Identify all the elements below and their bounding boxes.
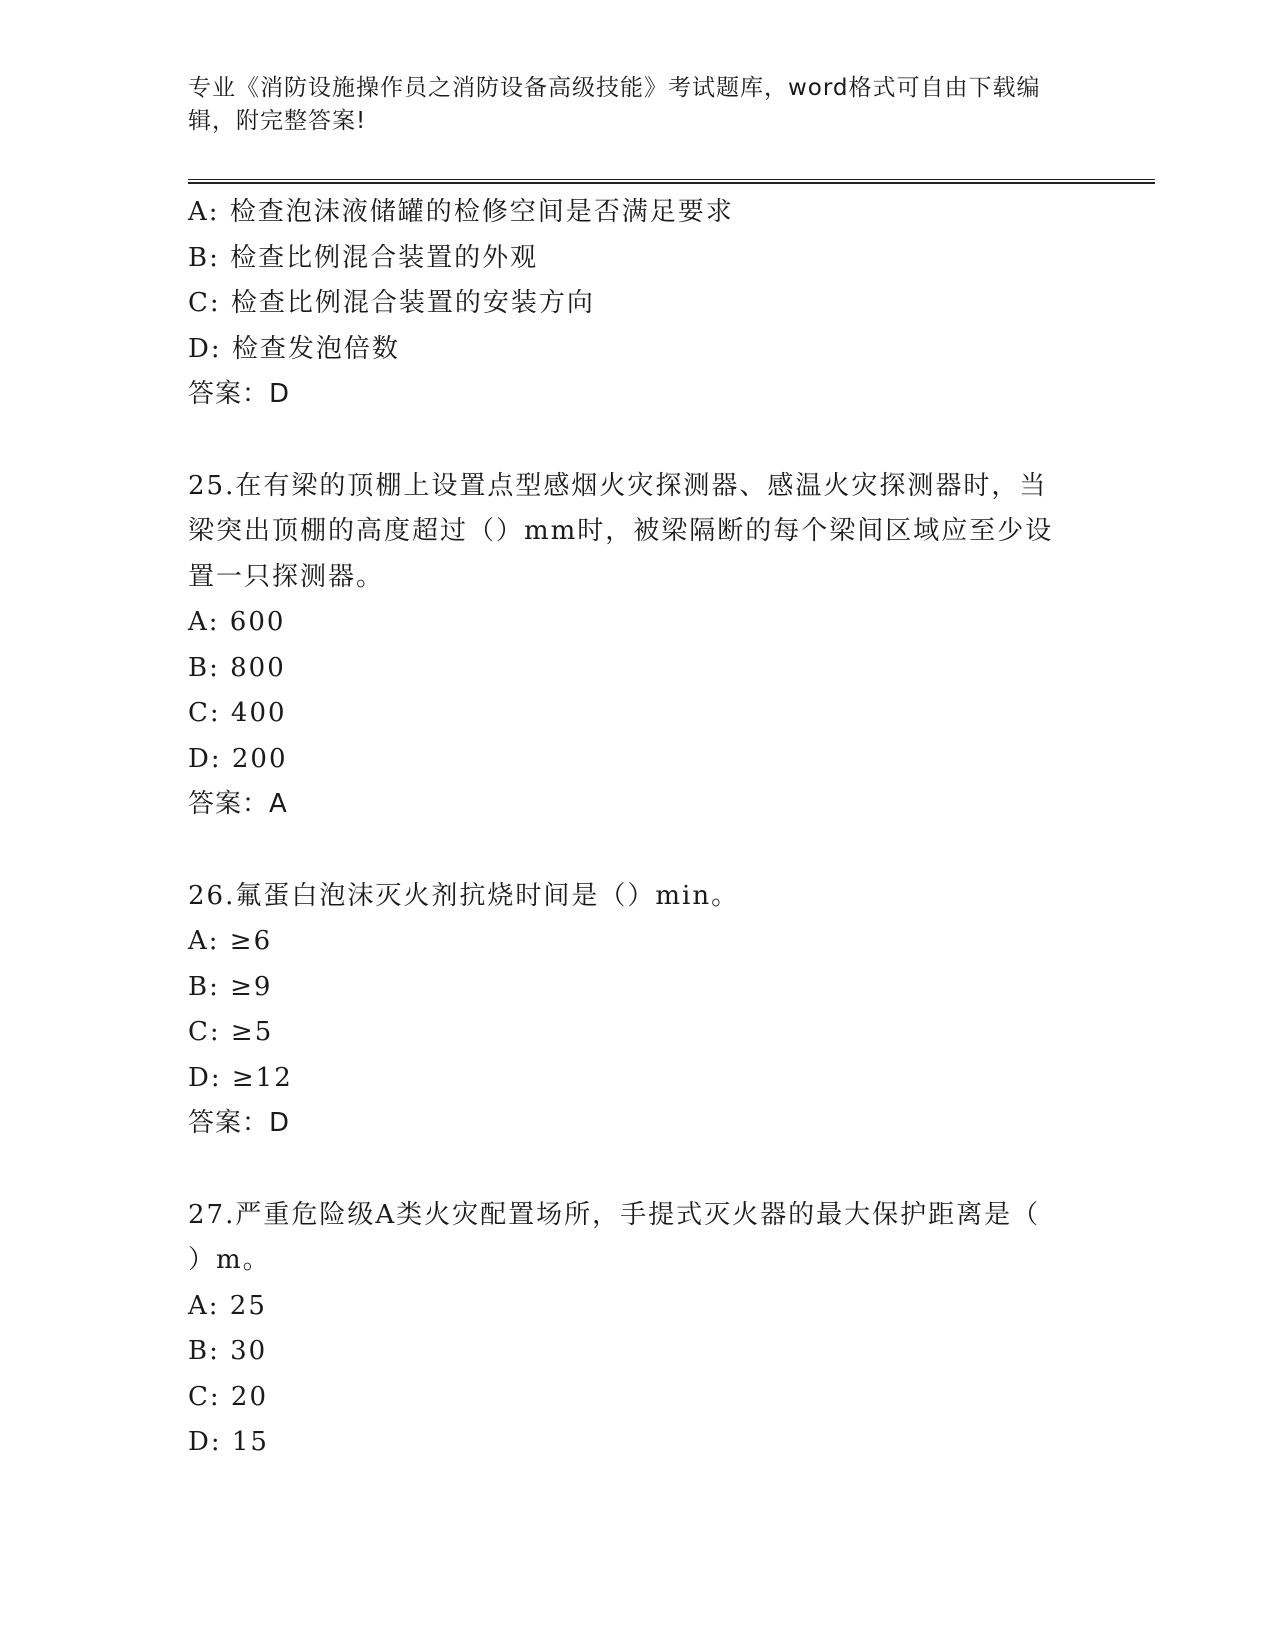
option-d: D: 15	[188, 1427, 269, 1457]
option-b: B: ≥9	[188, 971, 273, 1002]
option-a: A: 25	[188, 1290, 267, 1321]
header-divider-thin	[188, 179, 1155, 180]
option-c: C: 20	[188, 1381, 269, 1412]
spacer	[188, 1147, 1088, 1193]
answer: 答案：D	[188, 1108, 291, 1138]
option-c: C: ≥5	[188, 1017, 274, 1047]
option-c: C: 检查比例混合装置的安装方向	[188, 288, 595, 318]
option-c: C: 400	[188, 698, 287, 728]
spacer	[188, 418, 1088, 464]
option-a: A: 检查泡沫液储罐的检修空间是否满足要求	[188, 197, 734, 227]
question-stem-line: ）m。	[188, 1245, 271, 1275]
option-d: D: 检查发泡倍数	[188, 333, 400, 364]
question-stem-line: 25.在有梁的顶棚上设置点型感烟火灾探测器、感温火灾探测器时，当	[188, 470, 1048, 501]
header-line-1: 专业《消防设施操作员之消防设备高级技能》考试题库，word格式可自由下载编	[188, 75, 1041, 101]
option-d: D: 200	[188, 743, 288, 774]
question-stem-line: 置一只探测器。	[188, 561, 385, 592]
document-body	[188, 190, 1088, 1466]
question-stem-line: 27.严重危险级A类火灾配置场所，手提式灭火器的最大保护距离是（	[188, 1199, 1041, 1230]
option-b: B: 30	[188, 1336, 268, 1366]
header-divider-thick	[188, 182, 1155, 184]
question-24	[188, 190, 1088, 418]
answer: 答案：D	[188, 379, 291, 409]
question-26	[188, 874, 1088, 1147]
question-stem-line: 26.氟蛋白泡沫灭火剂抗烧时间是（）min。	[188, 880, 740, 911]
option-b: B: 检查比例混合装置的外观	[188, 242, 539, 273]
option-d: D: ≥12	[188, 1062, 293, 1093]
question-27	[188, 1193, 1088, 1466]
option-a: A: 600	[188, 607, 286, 637]
option-b: B: 800	[188, 652, 286, 683]
answer: 答案：A	[188, 789, 288, 819]
question-stem-line: 梁突出顶棚的高度超过（）mm时，被梁隔断的每个梁间区域应至少设	[188, 516, 1054, 546]
document-header	[188, 72, 1088, 138]
spacer	[188, 828, 1088, 874]
question-25	[188, 464, 1088, 828]
option-a: A: ≥6	[188, 926, 273, 956]
header-line-2: 辑，附完整答案!	[188, 108, 367, 134]
